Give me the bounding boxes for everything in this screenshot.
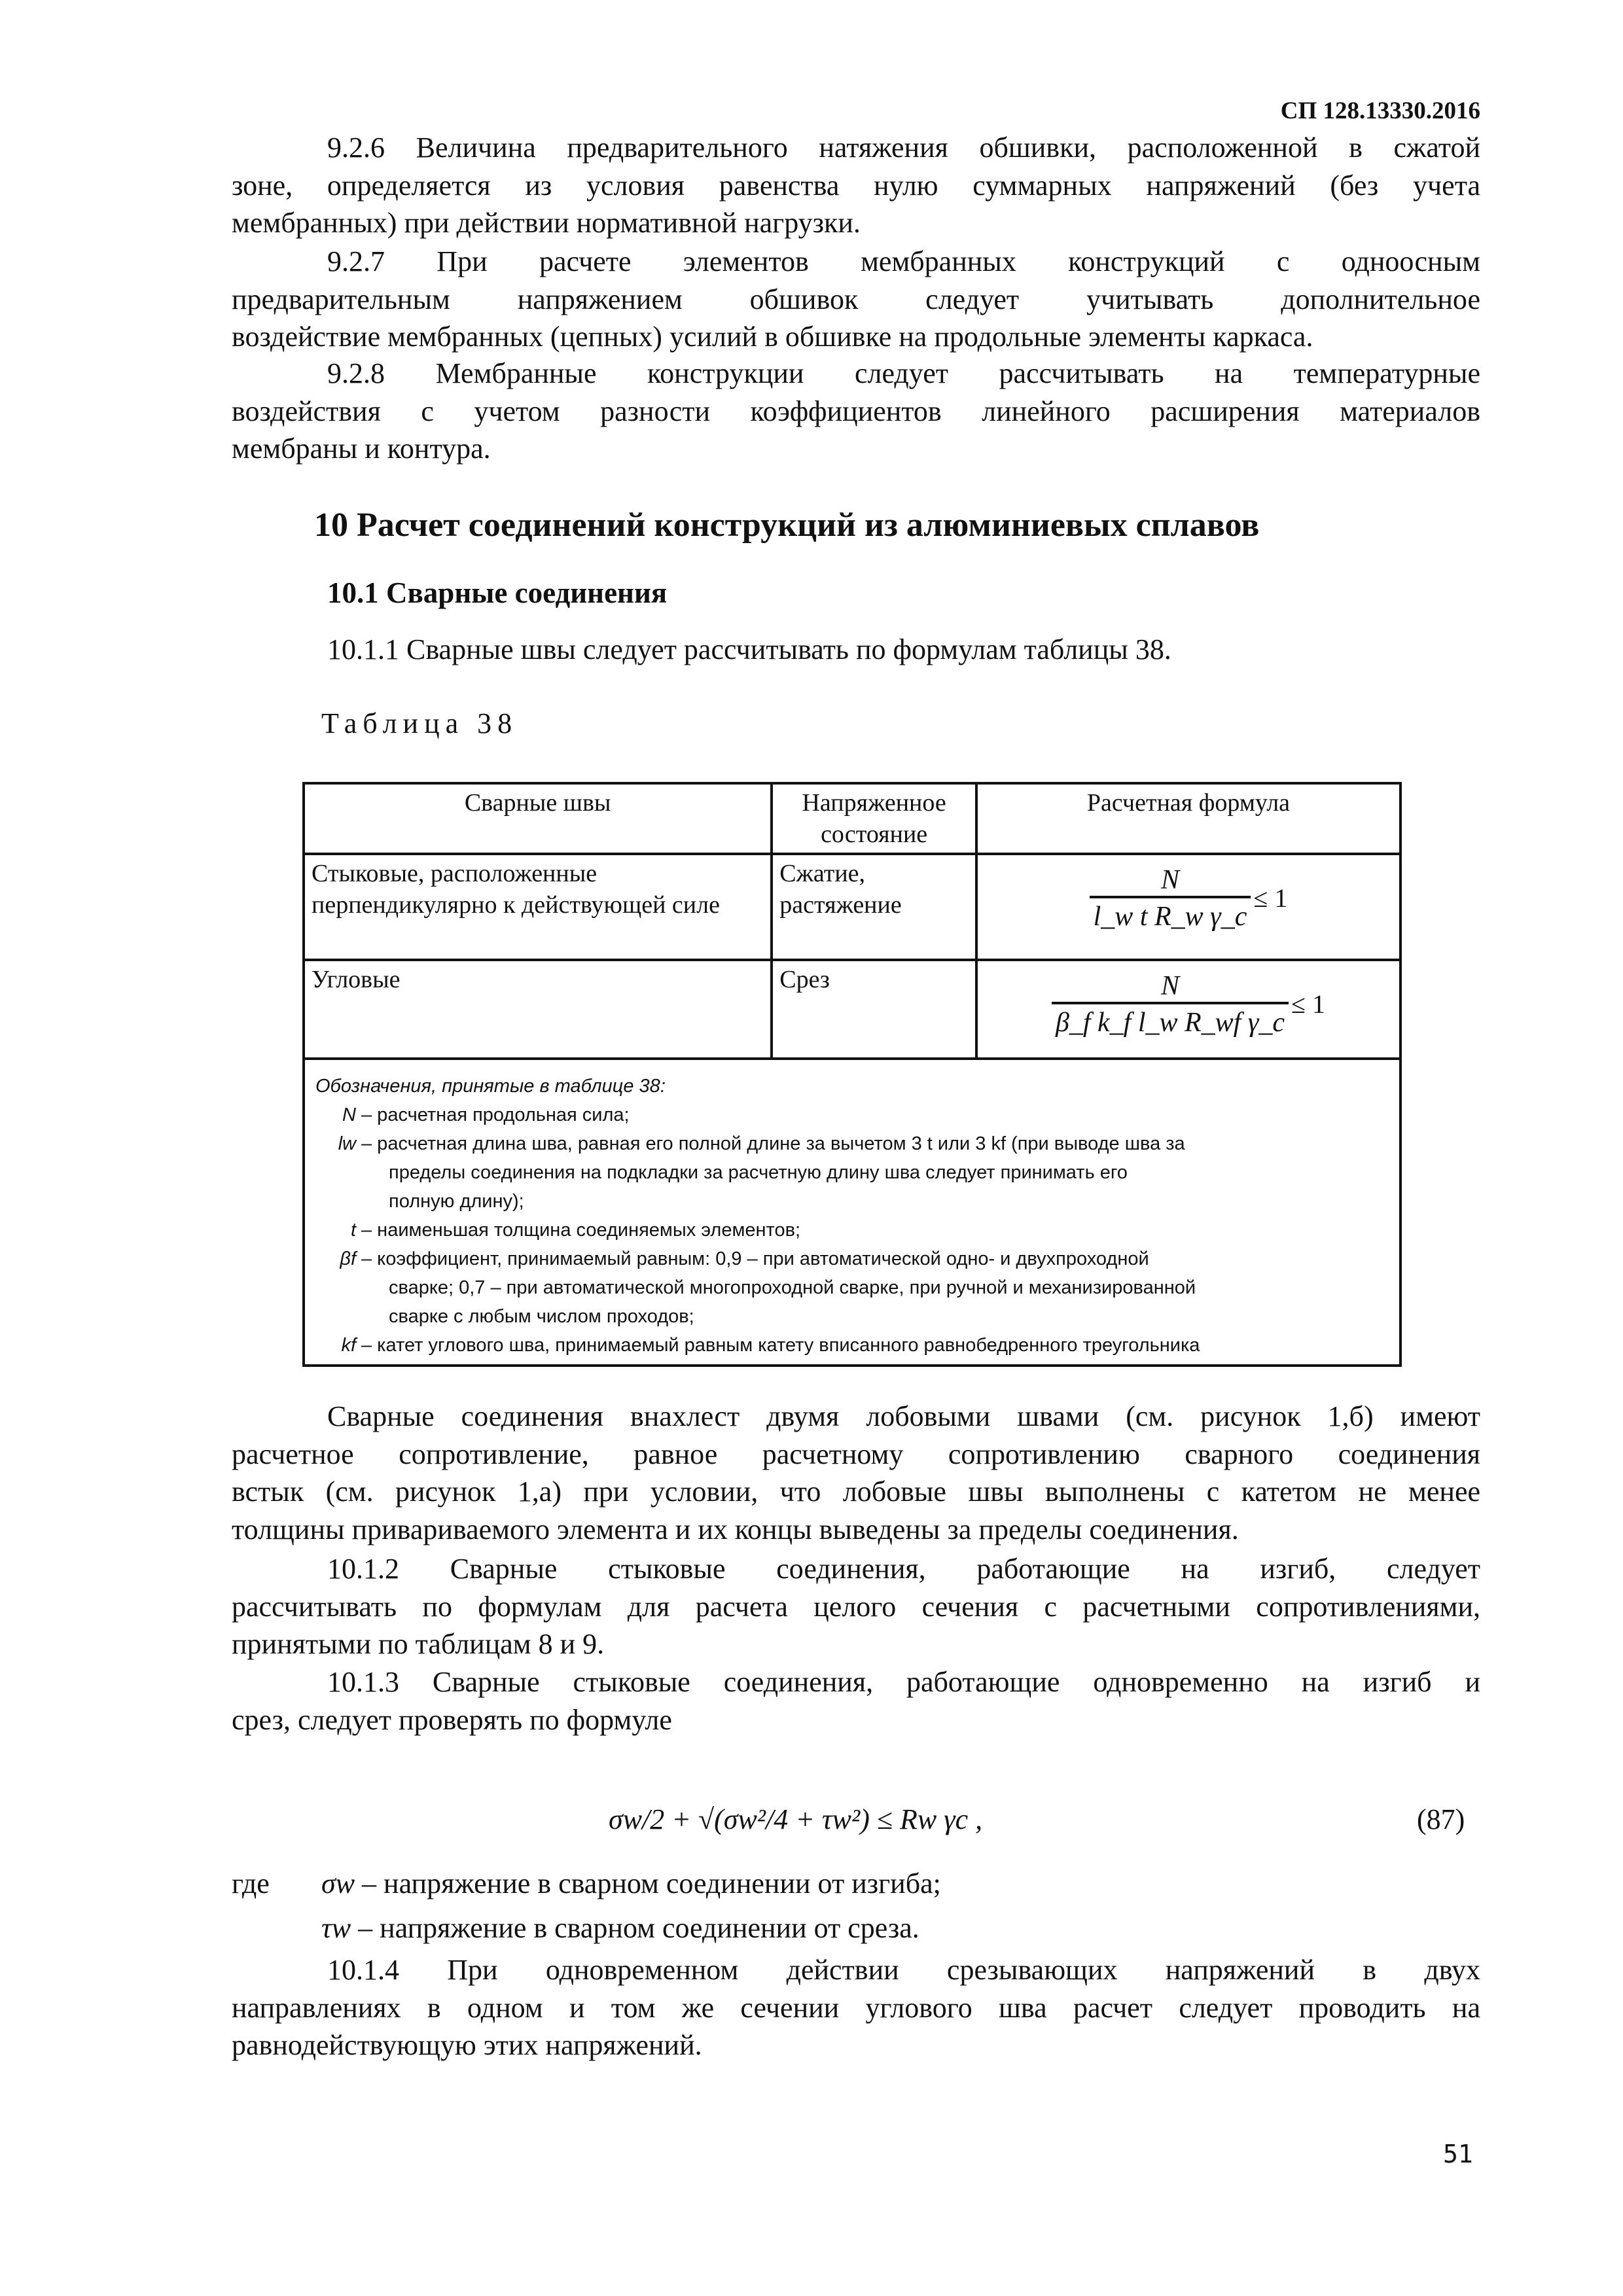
notes-symbol: N [342, 1104, 356, 1125]
where-symbol: τw [321, 1912, 351, 1944]
page-number: 51 [1443, 2140, 1473, 2168]
cell-seam: Стыковые, расположенные перпендикулярно к действующей силе [304, 854, 772, 960]
text-line: мембраны и контура. [232, 433, 491, 465]
notes-line [315, 1245, 1391, 1273]
notes-text: – коэффициент, принимаемый равным: 0,9 – при автоматической одно- и двухпроходной [361, 1248, 1149, 1269]
cell-state: Сжатие, растяжение [772, 854, 976, 960]
notes-text: полную длину); [389, 1191, 524, 1212]
notes-text: пределы соединения на подкладки за расчетную длину шва следует принимать его [389, 1162, 1128, 1183]
paragraph-9-2-6 [232, 129, 1480, 242]
formula-numerator: N [1160, 865, 1179, 895]
text-line: 9.2.7 При расчете элементов мембранных конструкций с одноосным [327, 245, 1480, 277]
text-line: 9.2.6 Величина предварительного натяжения обшивки, расположенной в сжатой [327, 132, 1480, 164]
text-line: принятыми по таблицам 8 и 9. [232, 1628, 605, 1660]
text-line: равнодействующую этих напряжений. [232, 2029, 702, 2061]
paragraph-10-1-4 [232, 1951, 1480, 2064]
text-line: 10.1.1 Сварные швы следует рассчитывать по формулам таблицы 38. [327, 633, 1171, 665]
where-text: – напряжение в сварном соединении от изгиба; [362, 1867, 941, 1899]
cell-formula [976, 960, 1400, 1059]
table-notes-row [304, 1059, 1400, 1366]
table-caption: Таблица 38 [321, 707, 518, 739]
notes-symbol: t [350, 1220, 356, 1241]
text-line: встык (см. рисунок 1,а) при условии, что лобовые швы выполнены с катетом не менее [232, 1475, 1480, 1508]
paragraph-9-2-8 [232, 355, 1480, 468]
table-38 [302, 782, 1402, 1367]
notes-line [315, 1158, 1391, 1187]
notes-line [315, 1273, 1391, 1302]
cell-seam: Угловые [304, 960, 772, 1059]
notes-line [315, 1302, 1391, 1331]
text-line: предварительным напряжением обшивок следует учитывать дополнительное [232, 283, 1480, 315]
text-line: срез, следует проверять по формуле [232, 1703, 672, 1736]
formula-numerator: N [1160, 971, 1179, 1001]
formula-relation: ≤ 1 [1291, 989, 1325, 1019]
notes-title: Обозначения, принятые в таблице 38: [315, 1076, 666, 1097]
table-header-row [304, 783, 1400, 854]
equation-number: (87) [1417, 1803, 1465, 1835]
paragraph-9-2-7 [232, 243, 1480, 356]
cell-state: Срез [772, 960, 976, 1059]
header-stress-state: Напряженное состояние [772, 783, 976, 854]
table-row [304, 960, 1400, 1059]
formula-denominator: l_w t R_w γ_c [1090, 896, 1251, 932]
notes-text: сварке с любым числом проходов; [389, 1306, 694, 1327]
text-line: расчетное сопротивление, равное расчетному сопротивлению сварного соединения [232, 1438, 1480, 1470]
paragraph-10-1-1 [232, 631, 1480, 669]
header-formula: Расчетная формула [976, 783, 1400, 854]
where-item [321, 1867, 941, 1900]
where-item [321, 1911, 919, 1945]
text-line: толщины привариваемого элемента и их концы выведены за пределы соединения. [232, 1513, 1239, 1545]
subsection-heading: 10.1 Сварные соединения [327, 576, 668, 609]
notes-line [315, 1129, 1391, 1158]
text-line: 10.1.2 Сварные стыковые соединения, работающие на изгиб, следует [327, 1553, 1480, 1585]
document-code: СП 128.13330.2016 [1280, 97, 1480, 124]
text-line: 10.1.4 При одновременном действии срезывающих напряжений в двух [327, 1954, 1480, 1986]
formula-fraction [1090, 864, 1251, 932]
header-seams: Сварные швы [304, 783, 772, 854]
paragraph-10-1-2 [232, 1550, 1480, 1663]
text-line: воздействия с учетом разности коэффициентов линейного расширения материалов [232, 395, 1480, 427]
notes-line [315, 1331, 1391, 1360]
text-line: направлениях в одном и том же сечении углового шва расчет следует проводить на [232, 1991, 1480, 2024]
where-label: где [232, 1867, 270, 1899]
cell-formula [976, 854, 1400, 960]
text-line: воздействие мембранных (цепных) усилий в обшивке на продольные элементы каркаса. [232, 321, 1313, 353]
notes-symbol: lw [338, 1133, 356, 1154]
where-symbol: σw [321, 1867, 355, 1899]
notes-symbol: βf [340, 1248, 356, 1269]
formula-relation: ≤ 1 [1253, 883, 1288, 913]
formula-denominator: β_f k_f l_w R_wf γ_c [1052, 1002, 1289, 1038]
notes-text: – расчетная продольная сила; [361, 1104, 630, 1125]
text-line: зоне, определяется из условия равенства нулю суммарных напряжений (без учета [232, 169, 1480, 202]
text-line: рассчитывать по формулам для расчета целого сечения с расчетными сопротивлениями, [232, 1590, 1480, 1623]
text-line: Сварные соединения внахлест двумя лобовыми швами (см. рисунок 1,б) имеют [327, 1400, 1480, 1432]
notes-text: – расчетная длина шва, равная его полной длине за вычетом 3 t или 3 kf (при выводе шва за [361, 1133, 1185, 1154]
paragraph-lap-joints [232, 1398, 1480, 1548]
table-notes [304, 1059, 1400, 1366]
text-line: мембранных) при действии нормативной нагрузки. [232, 207, 861, 239]
notes-symbol: kf [341, 1335, 356, 1356]
notes-text: сварке; 0,7 – при автоматической многопроходной сварке, при ручной и механизированной [389, 1277, 1196, 1298]
notes-text: – наименьшая толщина соединяемых элементов; [361, 1220, 801, 1241]
notes-line [315, 1101, 1391, 1129]
formula-fraction [1052, 970, 1289, 1038]
where-text: – напряжение в сварном соединении от среза. [358, 1912, 919, 1944]
text-line: 10.1.3 Сварные стыковые соединения, работающие одновременно на изгиб и [327, 1666, 1480, 1698]
notes-line [315, 1216, 1391, 1245]
section-heading: 10 Расчет соединений конструкций из алюминиевых сплавов [314, 506, 1260, 544]
table-row [304, 854, 1400, 960]
text-line: 9.2.8 Мембранные конструкции следует рассчитывать на температурные [327, 357, 1480, 389]
notes-line [315, 1187, 1391, 1216]
notes-text: – катет углового шва, принимаемый равным катету вписанного равнобедренного треугольника [361, 1335, 1200, 1356]
paragraph-10-1-3 [232, 1663, 1480, 1739]
formula-87: σw/2 + √(σw²/4 + τw²) ≤ Rw γc , [609, 1803, 983, 1835]
